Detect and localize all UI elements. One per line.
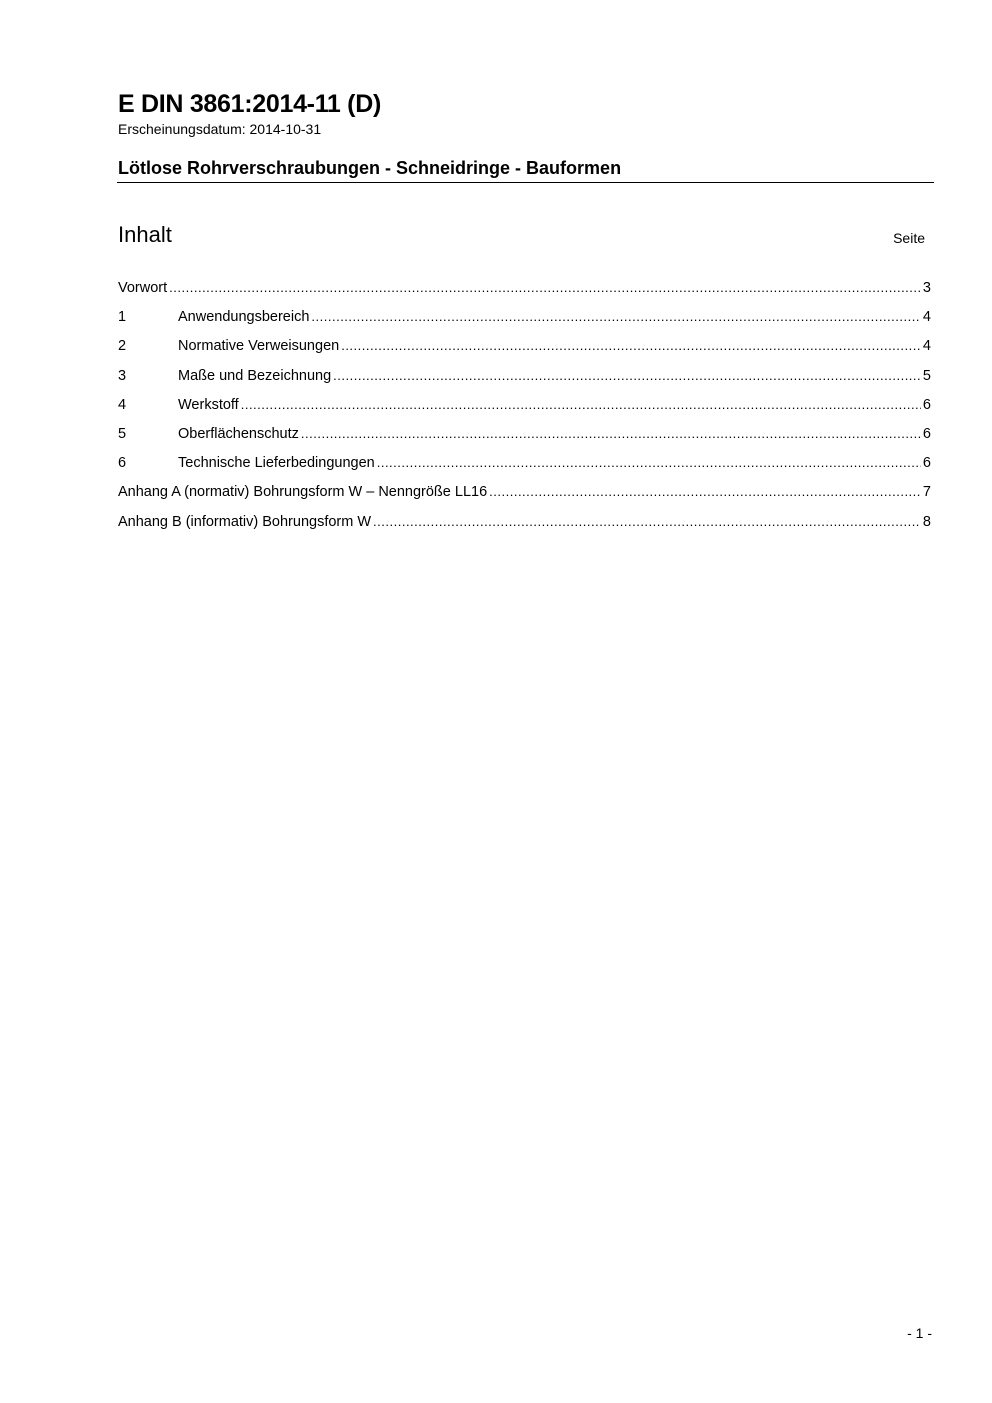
toc-entry-number: 6 bbox=[118, 455, 127, 472]
toc-leader-dots bbox=[169, 278, 921, 298]
toc-leader-dots bbox=[489, 482, 921, 502]
document-subtitle: Lötlose Rohrverschraubungen - Schneidringe - Bauformen bbox=[118, 158, 622, 178]
page-number: - 1 - bbox=[907, 1325, 932, 1341]
title-divider bbox=[117, 182, 934, 183]
toc-entry-number: 1 bbox=[118, 309, 127, 326]
toc-entry-section-4[interactable] bbox=[118, 395, 931, 424]
toc-entry-label: Anhang B (informativ) Bohrungsform W bbox=[118, 513, 372, 530]
toc-entry-label: Maße und Bezeichnung bbox=[178, 367, 332, 384]
toc-entry-number: 2 bbox=[118, 338, 127, 355]
toc-leader-dots bbox=[373, 512, 921, 532]
toc-entry-label: Technische Lieferbedingungen bbox=[178, 455, 375, 472]
toc-entry-page: 6 bbox=[922, 455, 931, 472]
toc-leader-dots bbox=[301, 424, 921, 444]
toc-leader-dots bbox=[341, 336, 921, 356]
toc-entry-page: 4 bbox=[922, 309, 931, 326]
publication-date: Erscheinungsdatum: 2014-10-31 bbox=[118, 121, 322, 137]
toc-entry-annex-b[interactable] bbox=[118, 512, 931, 541]
toc-entry-page: 7 bbox=[922, 484, 931, 501]
toc-entry-section-1[interactable] bbox=[118, 307, 931, 336]
table-of-contents bbox=[118, 278, 931, 541]
toc-entry-section-5[interactable] bbox=[118, 424, 931, 453]
toc-entry-section-3[interactable] bbox=[118, 366, 931, 395]
toc-entry-vorwort[interactable] bbox=[118, 278, 931, 307]
toc-entry-label: Werkstoff bbox=[178, 396, 239, 413]
toc-entry-page: 6 bbox=[922, 396, 931, 413]
toc-entry-page: 5 bbox=[922, 367, 931, 384]
toc-entry-page: 8 bbox=[922, 513, 931, 530]
toc-entry-annex-a[interactable] bbox=[118, 482, 931, 511]
toc-entry-page: 4 bbox=[922, 338, 931, 355]
toc-entry-label: Vorwort bbox=[118, 280, 168, 296]
toc-entry-page: 3 bbox=[922, 280, 931, 296]
toc-entry-label: Anhang A (normativ) Bohrungsform W – Nenngröße LL16 bbox=[118, 484, 488, 501]
toc-leader-dots bbox=[311, 307, 921, 327]
document-title: E DIN 3861:2014-11 (D) bbox=[118, 90, 381, 118]
toc-entry-label: Normative Verweisungen bbox=[178, 338, 340, 355]
toc-entry-section-6[interactable] bbox=[118, 453, 931, 482]
toc-entry-page: 6 bbox=[922, 425, 931, 442]
toc-page-column-label: Seite bbox=[893, 230, 925, 246]
toc-leader-dots bbox=[333, 366, 921, 386]
toc-leader-dots bbox=[241, 395, 921, 415]
toc-entry-label: Oberflächenschutz bbox=[178, 425, 299, 442]
toc-entry-number: 5 bbox=[118, 425, 127, 442]
toc-entry-number: 3 bbox=[118, 367, 127, 384]
toc-entry-section-2[interactable] bbox=[118, 336, 931, 365]
toc-entry-label: Anwendungsbereich bbox=[178, 309, 310, 326]
toc-entry-number: 4 bbox=[118, 396, 127, 413]
toc-leader-dots bbox=[377, 453, 921, 473]
toc-heading: Inhalt bbox=[118, 222, 172, 247]
